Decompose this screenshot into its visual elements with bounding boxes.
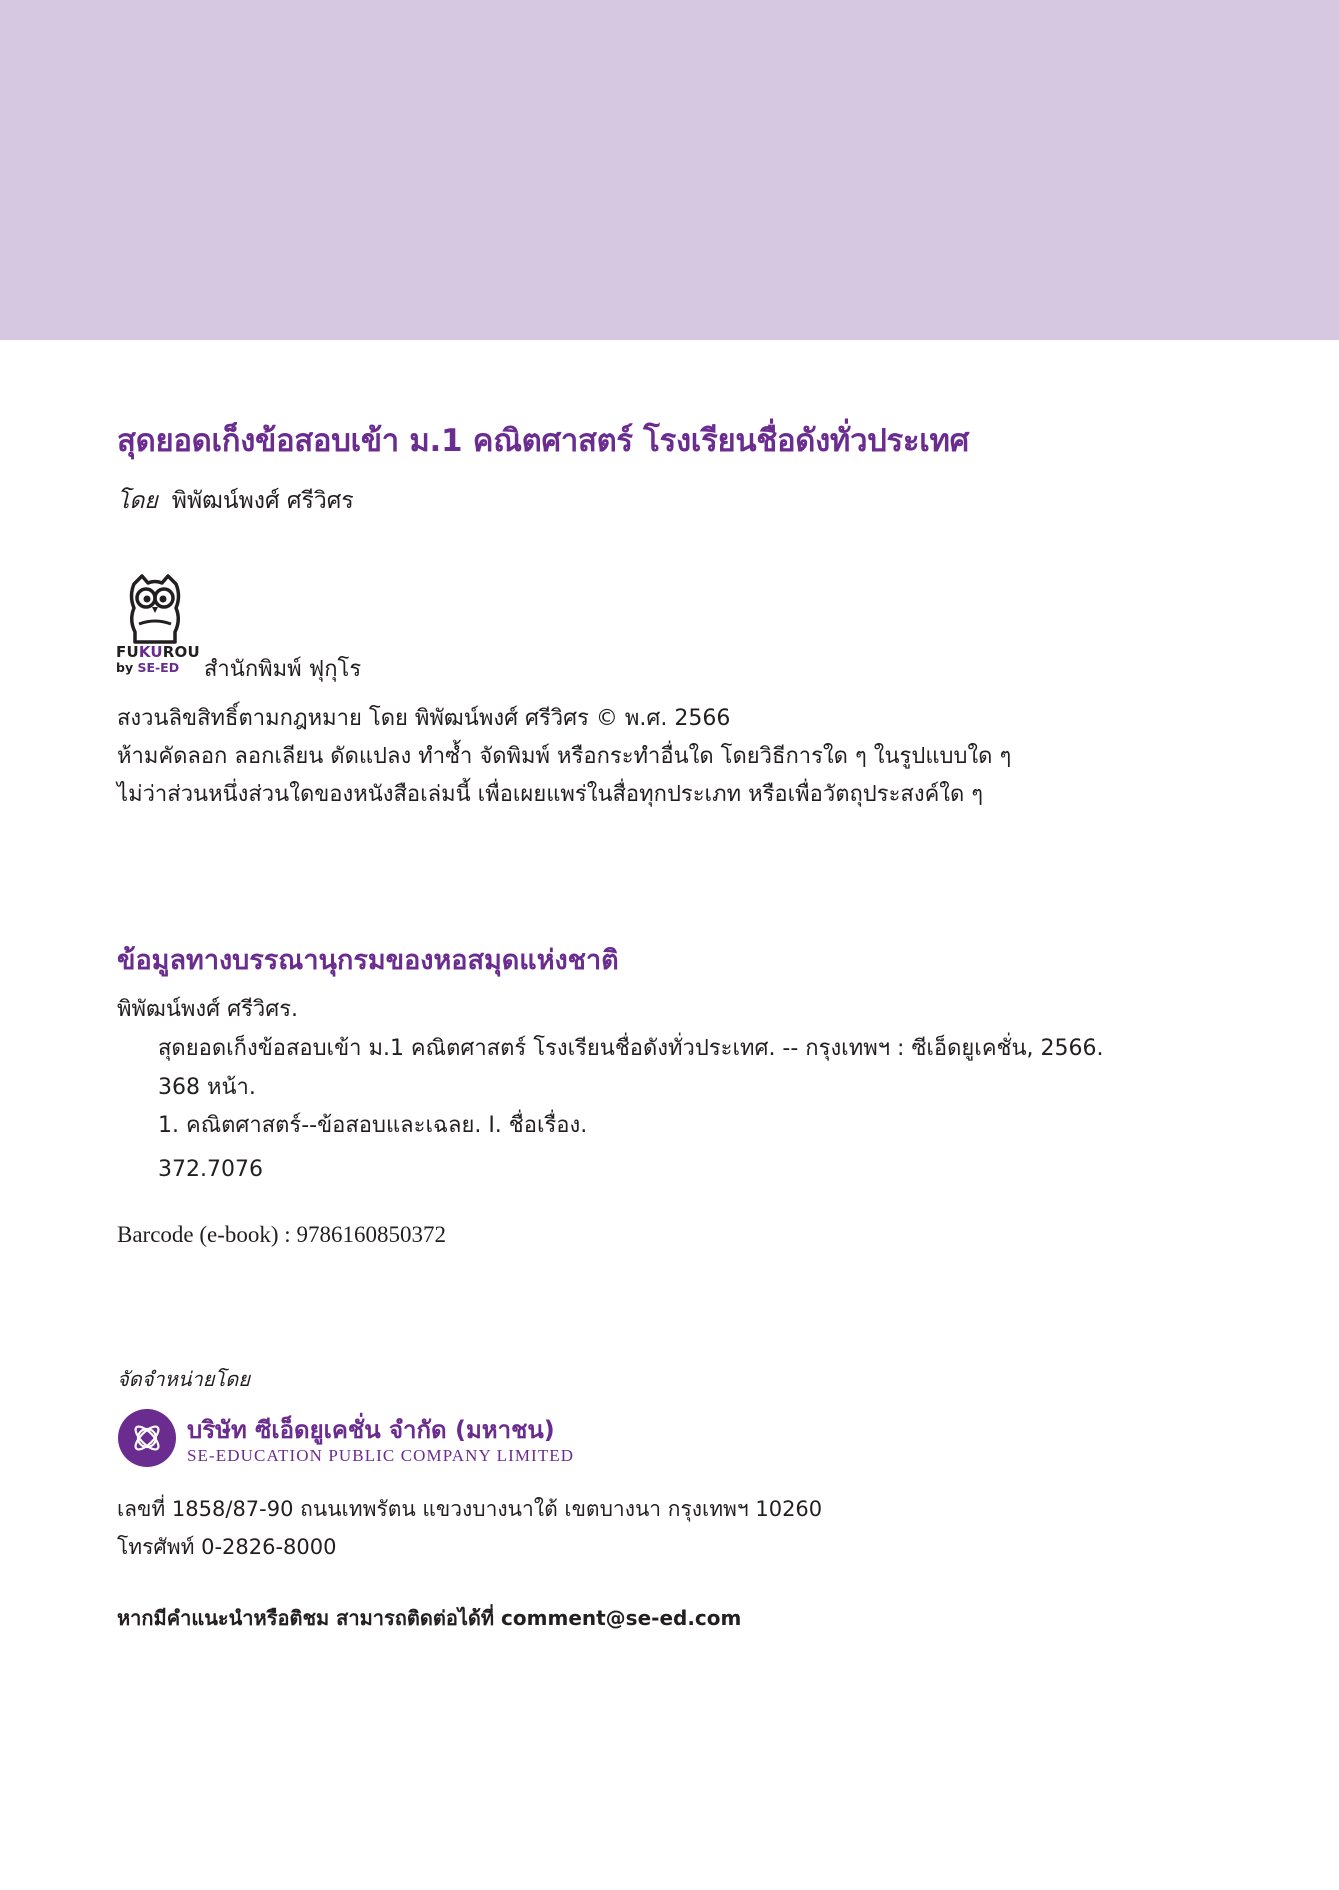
fukurou-owl-logo xyxy=(126,574,184,644)
catalog-subjects: 1. คณิตศาสตร์--ข้อสอบและเฉลย. I. ชื่อเรื่อง. xyxy=(158,1113,588,1138)
publisher-name: สำนักพิมพ์ ฟุกุโร xyxy=(204,657,362,682)
company-phone: โทรศัพท์ 0-2826-8000 xyxy=(117,1535,337,1559)
distribution-label: จัดจำหน่ายโดย xyxy=(117,1367,250,1391)
company-address: เลขที่ 1858/87-90 ถนนเทพรัตน แขวงบางนาใต้ เขตบางนา กรุงเทพฯ 10260 xyxy=(117,1497,823,1521)
by-label: โดย xyxy=(117,488,158,514)
se-ed-logo-icon xyxy=(118,1409,176,1467)
rights-line: ห้ามคัดลอก ลอกเลียน ดัดแปลง ทำซ้ำ จัดพิมพ์ หรือกระทำอื่นใด โดยวิธีการใด ๆ ในรูปแบบใด ๆ xyxy=(117,744,1012,769)
catalog-title: สุดยอดเก็งข้อสอบเข้า ม.1 คณิตศาสตร์ โรงเรียนชื่อดังทั่วประเทศ. -- กรุงเทพฯ : ซีเอ็ดยูเคชั่น, 2566. xyxy=(158,1036,1104,1061)
catalog-class-number: 372.7076 xyxy=(158,1157,263,1182)
cataloging-heading: ข้อมูลทางบรรณานุกรมของหอสมุดแห่งชาติ xyxy=(117,945,619,976)
rights-line: ไม่ว่าส่วนหนึ่งส่วนใดของหนังสือเล่มนี้ เพื่อเผยแพร่ในสื่อทุกประเภท หรือเพื่อวัตถุประสงค์ใด ๆ xyxy=(117,782,984,807)
fukurou-wordmark: FUKUROU by SE-ED xyxy=(116,643,200,675)
catalog-author: พิพัฒน์พงศ์ ศรีวิศร. xyxy=(117,997,299,1022)
company-name-english: SE-EDUCATION PUBLIC COMPANY LIMITED xyxy=(187,1446,575,1465)
header-band xyxy=(0,0,1339,340)
book-title: สุดยอดเก็งข้อสอบเข้า ม.1 คณิตศาสตร์ โรงเรียนชื่อดังทั่วประเทศ xyxy=(117,423,970,459)
company-name-thai: บริษัท ซีเอ็ดยูเคชั่น จำกัด (มหาชน) xyxy=(187,1416,555,1444)
catalog-pages: 368 หน้า. xyxy=(158,1075,256,1100)
author-name: พิพัฒน์พงศ์ ศรีวิศร xyxy=(171,488,354,514)
barcode-text: Barcode (e-book) : 9786160850372 xyxy=(117,1222,446,1247)
copyright-line: สงวนลิขสิทธิ์ตามกฎหมาย โดย พิพัฒน์พงศ์ ศรีวิศร © พ.ศ. 2566 xyxy=(117,706,731,731)
author-line xyxy=(117,483,354,519)
contact-line: หากมีคำแนะนำหรือติชม สามารถติดต่อได้ที่ comment@se-ed.com xyxy=(117,1606,742,1630)
